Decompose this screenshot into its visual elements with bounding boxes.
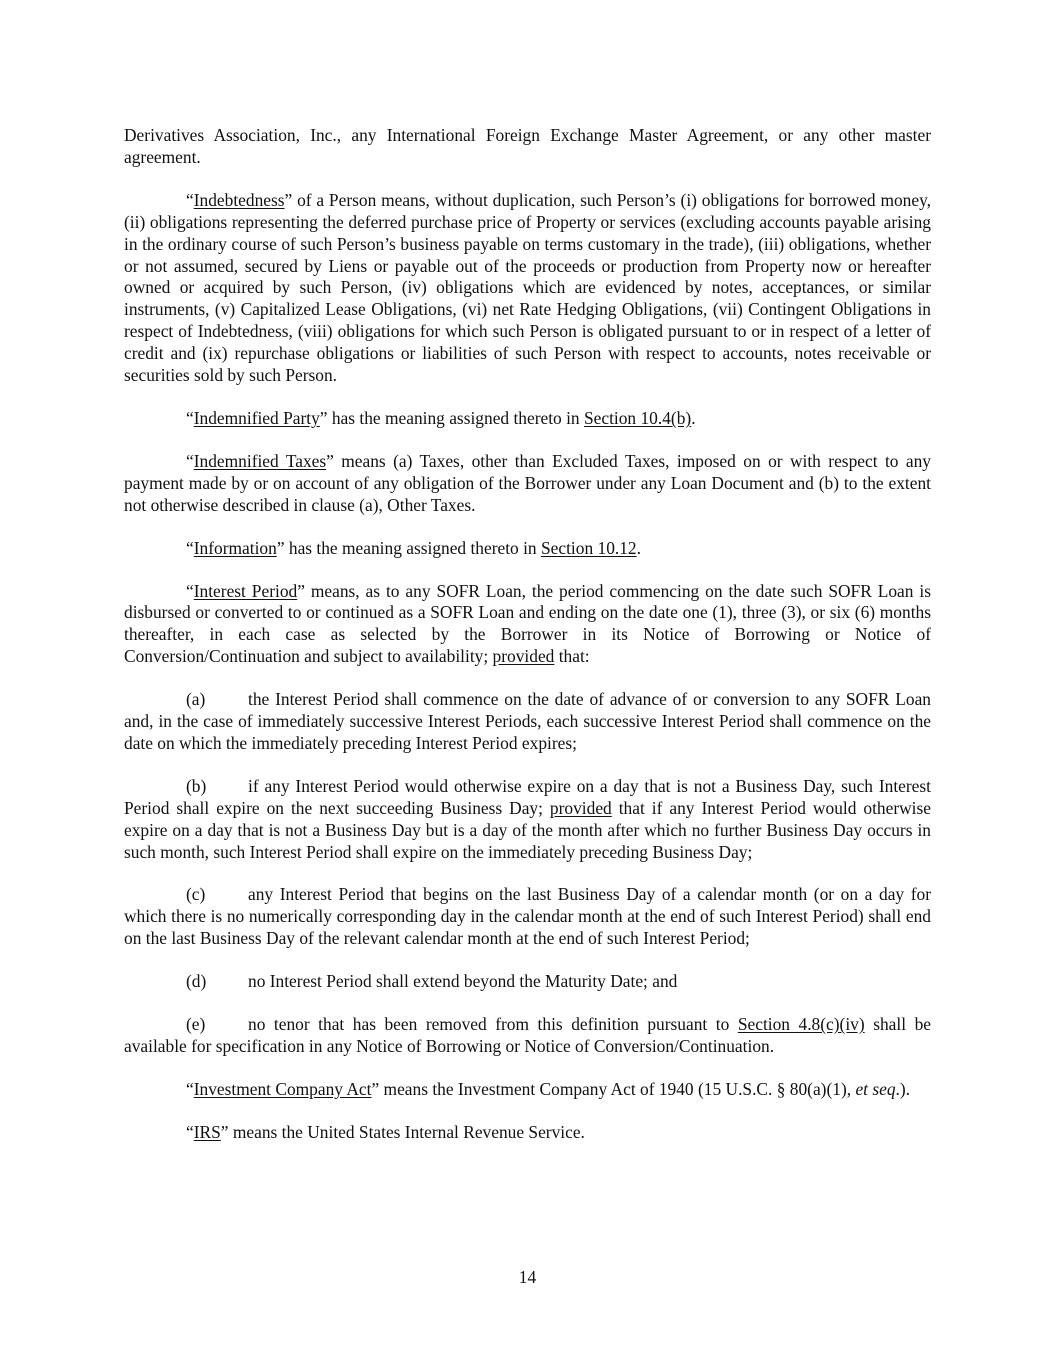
definition-end: .). bbox=[895, 1078, 911, 1099]
open-quote: “ bbox=[186, 1121, 194, 1142]
definition-information bbox=[124, 538, 931, 560]
defined-term: IRS bbox=[193, 1121, 221, 1142]
defined-term: Indemnified Taxes bbox=[193, 450, 327, 471]
definition-interest-period bbox=[124, 581, 931, 669]
definition-end: that: bbox=[554, 646, 590, 667]
clause-label: (e) bbox=[186, 1014, 206, 1035]
clause-label: (a) bbox=[186, 689, 206, 710]
definition-text: ” of a Person means, without duplication, such Person’s (i) obligations for borrowed money, (ii) obligations representing the deferred purchase price of Property or services (excluding accounts payable arising in the ordinary course of such Person’s business payable on terms customary in the trade), (iii) obligations, whether or not assumed, secured by Liens or payable out of the proceeds or production from Property now or hereafter owned or acquired by such Person, (iv) obligations which are evidenced by notes, acceptances, or similar instruments, (v) Capitalized Lease Obligations, (vi) net Rate Hedging Obligations, (vii) Contingent Obligations in respect of Indebtedness, (viii) obligations for which such Person is obligated pursuant to or in respect of a letter of credit and (ix) repurchase obligations or liabilities of such Person with respect to accounts, notes receivable or securities sold by such Person. bbox=[124, 189, 931, 386]
definition-end: . bbox=[691, 407, 696, 428]
latin-et: et bbox=[855, 1078, 868, 1099]
open-quote: “ bbox=[186, 1078, 194, 1099]
page-body bbox=[124, 125, 931, 1165]
definition-text: ” has the meaning assigned thereto in bbox=[319, 407, 584, 428]
clause-text-continued: that if any Interest Period would otherwise expire on a day that is not a Business Day but is a day of the month after which no further Business Day occurs in such month, such Interest Period shall expire on the immediately preceding Business Day; bbox=[124, 797, 931, 862]
clause-d bbox=[124, 971, 931, 993]
open-quote: “ bbox=[186, 580, 194, 601]
section-reference: Section 4.8(c)(iv) bbox=[737, 1014, 865, 1035]
latin-seq: seq bbox=[872, 1078, 896, 1099]
defined-term: Investment Company Act bbox=[193, 1078, 372, 1099]
clause-c bbox=[124, 884, 931, 950]
defined-term: Information bbox=[193, 537, 277, 558]
clause-text: no Interest Period shall extend beyond the Maturity Date; and bbox=[248, 971, 678, 992]
clause-b bbox=[124, 776, 931, 864]
provided-term: provided bbox=[549, 797, 612, 818]
definition-text: ” means the Investment Company Act of 1940 (15 U.S.C. § 80(a)(1), bbox=[371, 1078, 856, 1099]
continuation-paragraph bbox=[124, 125, 931, 169]
definition-text: ” has the meaning assigned thereto in bbox=[276, 537, 541, 558]
clause-label: (c) bbox=[186, 884, 206, 905]
open-quote: “ bbox=[186, 450, 194, 471]
open-quote: “ bbox=[186, 407, 194, 428]
definition-indemnified-party bbox=[124, 408, 931, 430]
definition-investment-company-act bbox=[124, 1079, 931, 1101]
page-number: 14 bbox=[518, 1267, 537, 1287]
section-reference: Section 10.12 bbox=[540, 537, 637, 558]
clause-label: (d) bbox=[186, 971, 207, 992]
defined-term: Indebtedness bbox=[193, 189, 285, 210]
open-quote: “ bbox=[186, 537, 194, 558]
clause-label: (b) bbox=[186, 775, 207, 796]
clause-text-continued: shall be available for specification in any Notice of Borrowing or Notice of Conversion/Continuation. bbox=[124, 1014, 931, 1056]
clause-e bbox=[124, 1014, 931, 1058]
continuation-text: Derivatives Association, Inc., any International Foreign Exchange Master Agreement, or any other master agreement. bbox=[124, 125, 931, 167]
definition-text: ” means (a) Taxes, other than Excluded Taxes, imposed on or with respect to any payment made by or on account of any obligation of the Borrower under any Loan Document and (b) to the extent not otherwise described in clause (a), Other Taxes. bbox=[124, 450, 931, 515]
clause-text: the Interest Period shall commence on the date of advance of or conversion to any SOFR Loan and, in the case of immediately successive Interest Periods, each successive Interest Period shall commence on the date on which the immediately preceding Interest Period expires; bbox=[124, 689, 931, 753]
provided-term: provided bbox=[492, 646, 555, 667]
section-reference: Section 10.4(b) bbox=[583, 407, 692, 428]
defined-term: Interest Period bbox=[193, 580, 298, 601]
clause-a bbox=[124, 689, 931, 755]
definition-end: . bbox=[636, 537, 641, 558]
defined-term: Indemnified Party bbox=[193, 407, 320, 428]
definition-indemnified-taxes bbox=[124, 451, 931, 517]
open-quote: “ bbox=[186, 189, 194, 210]
clause-text: no tenor that has been removed from this definition pursuant to bbox=[248, 1014, 738, 1035]
definition-irs bbox=[124, 1122, 931, 1144]
clause-text: any Interest Period that begins on the last Business Day of a calendar month (or on a day for which there is no numerically corresponding day in the calendar month at the end of such Interest Period) shall end on the last Business Day of the relevant calendar month at the end of such Interest Period; bbox=[124, 884, 931, 949]
definition-text: ” means the United States Internal Revenue Service. bbox=[220, 1121, 585, 1142]
definition-text: ” means, as to any SOFR Loan, the period commencing on the date such SOFR Loan is disbursed or converted to or continued as a SOFR Loan and ending on the date one (1), three (3), or six (6) months thereafter, in each case as selected by the Borrower in its Notice of Borrowing or Notice of Conversion/Continuation and subject to availability; bbox=[124, 580, 931, 667]
definition-indebtedness bbox=[124, 190, 931, 387]
clause-text: if any Interest Period would otherwise expire on a day that is not a Business Day, such Interest Period shall expire on the next succeeding Business Day; bbox=[124, 775, 931, 818]
